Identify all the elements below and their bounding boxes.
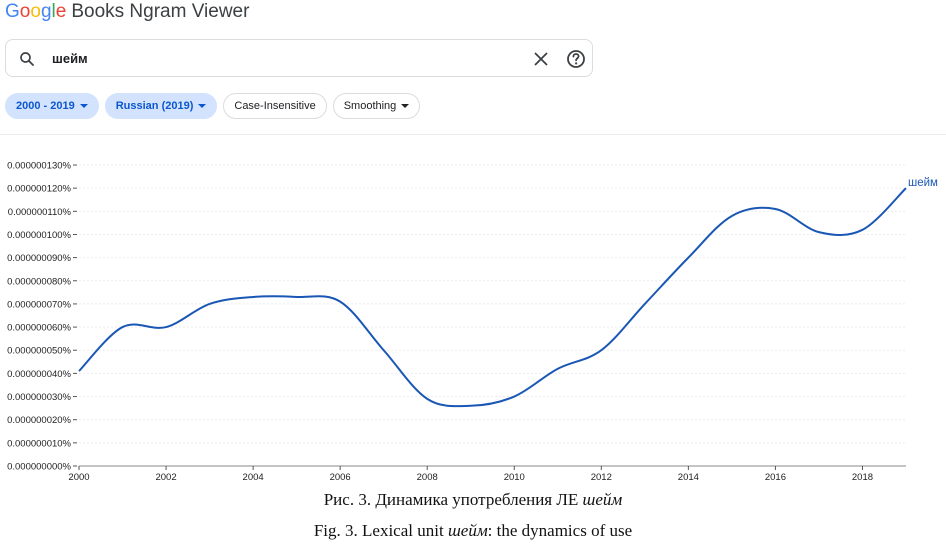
close-icon[interactable]: [534, 52, 548, 66]
data-point: [859, 227, 865, 233]
caret-down-icon: [80, 104, 88, 108]
product-name: Books Ngram Viewer: [71, 1, 250, 22]
y-tick-label: 0.000000060%: [7, 322, 71, 334]
data-point: [120, 324, 126, 330]
x-tick-label: 2010: [503, 472, 525, 483]
caption-en-term: шейм: [447, 521, 488, 540]
x-tick-label: 2008: [416, 472, 438, 483]
x-tick-label: 2018: [851, 472, 874, 483]
data-point: [468, 403, 474, 409]
y-tick-label: 0.000000010%: [7, 438, 71, 450]
y-tick-label: 0.000000000%: [7, 461, 71, 473]
ngram-chart: [0, 150, 946, 485]
case-label: Case-Insensitive: [234, 100, 316, 112]
logo-letter: o: [19, 1, 31, 22]
divider: [0, 134, 946, 135]
y-tick-label: 0.000000100%: [7, 229, 71, 241]
caption-ru-prefix: Рис. 3. Динамика употребления ЛЕ: [323, 490, 583, 509]
smoothing-dropdown[interactable]: [333, 93, 421, 119]
data-point: [207, 301, 213, 307]
y-tick-label: 0.000000120%: [7, 183, 71, 195]
data-point: [816, 229, 822, 235]
app-logo[interactable]: [5, 1, 249, 23]
x-tick-label: 2002: [155, 472, 177, 483]
x-tick-label: 2004: [242, 472, 264, 483]
data-point: [511, 394, 517, 400]
y-tick-label: 0.000000040%: [7, 368, 71, 380]
y-tick-label: 0.000000020%: [7, 415, 71, 427]
x-tick-label: 2012: [590, 472, 612, 483]
data-point: [772, 206, 778, 212]
logo-letter: l: [51, 1, 56, 22]
figure-caption-en: [0, 521, 946, 541]
case-insensitive-toggle[interactable]: [223, 93, 326, 119]
data-point: [337, 299, 343, 305]
caret-down-icon: [401, 104, 409, 108]
data-point: [555, 366, 561, 372]
search-input[interactable]: [52, 48, 512, 68]
corpus-dropdown[interactable]: [105, 93, 218, 119]
google-wordmark: [5, 1, 66, 22]
data-point: [424, 396, 430, 402]
y-tick-label: 0.000000030%: [7, 392, 71, 404]
data-point: [729, 213, 735, 219]
caption-en-prefix: Fig. 3. Lexical unit: [313, 521, 448, 540]
logo-letter: g: [40, 1, 52, 22]
x-tick-label: 2006: [329, 472, 351, 483]
help-icon[interactable]: [566, 49, 586, 69]
caption-en-suffix: : the dynamics of use: [487, 521, 633, 540]
corpus-label: Russian (2019): [115, 100, 194, 112]
data-point: [685, 255, 691, 261]
x-tick-label: 2016: [764, 472, 786, 483]
filter-bar: [5, 93, 420, 119]
logo-letter: o: [30, 1, 41, 22]
data-point: [294, 294, 300, 300]
caption-ru-term: шейм: [582, 490, 623, 509]
figure-caption-ru: [0, 490, 946, 510]
caret-down-icon: [198, 104, 206, 108]
x-tick-label: 2000: [68, 472, 90, 483]
data-point: [598, 347, 604, 353]
x-tick-label: 2014: [677, 472, 699, 483]
data-point: [76, 368, 82, 374]
search-box[interactable]: [5, 39, 593, 77]
y-tick-label: 0.000000050%: [7, 345, 71, 357]
year-range-label: 2000 - 2019: [16, 100, 75, 112]
y-tick-label: 0.000000130%: [7, 160, 71, 172]
series-label: шейм: [908, 177, 938, 190]
y-tick-label: 0.000000110%: [7, 206, 71, 218]
logo-letter: G: [5, 1, 20, 22]
smoothing-label: Smoothing: [343, 100, 397, 112]
data-point: [163, 324, 169, 330]
logo-letter: e: [55, 1, 67, 22]
y-tick-label: 0.000000070%: [7, 299, 71, 311]
y-tick-label: 0.000000090%: [7, 253, 71, 265]
year-range-dropdown[interactable]: [5, 93, 99, 119]
y-tick-label: 0.000000080%: [7, 276, 71, 288]
data-point: [250, 294, 256, 300]
data-point: [381, 347, 387, 353]
data-point: [642, 301, 648, 307]
search-icon[interactable]: [18, 50, 36, 68]
